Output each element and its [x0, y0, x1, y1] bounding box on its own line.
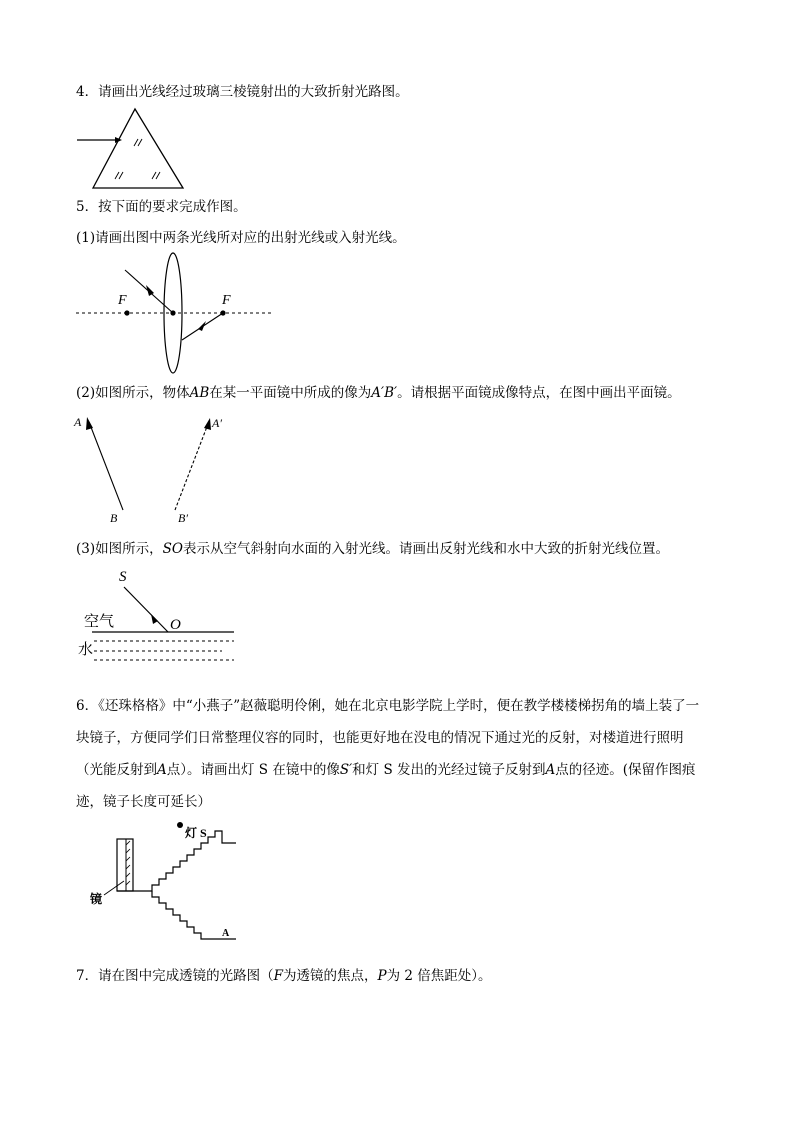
lamp-label: 灯 S — [185, 826, 207, 840]
q6-line2: 块镜子，方便同学们日常整理仪容的同时，也能更好地在没电的情况下通过光的反射，对楼道进行照明 — [76, 730, 684, 746]
glass-hatch-marks — [115, 139, 160, 179]
q6-line3-s: S′ — [339, 762, 353, 778]
staircase-figure — [84, 815, 244, 945]
label-water: 水 — [78, 642, 94, 658]
q7-f: F — [273, 968, 283, 984]
q7-pre: 7．请在图中完成透镜的光路图（ — [76, 968, 274, 984]
q6-line3-post: 点的径迹。(保留作图痕 — [555, 762, 696, 778]
q5-part3-post: 表示从空气斜射向水面的入射光线。请画出反射光线和水中大致的折射光线位置。 — [182, 541, 669, 557]
q5-part2-post: 。请根据平面镜成像特点，在图中画出平面镜。 — [397, 385, 681, 401]
image-ab — [175, 424, 208, 510]
q6-line3-a2: A — [545, 762, 556, 778]
mirror-label: 镜 — [90, 892, 103, 906]
q6-line1: 6．《还珠格格》中“小燕子”赵薇聪明伶俐，她在北京电影学院上学时，便在教学楼楼梯拐角的墙上装了一 — [76, 698, 700, 714]
object-arrow — [86, 417, 93, 430]
q5-part3 — [76, 540, 669, 558]
prism-figure — [74, 104, 190, 190]
incident-arrow — [151, 614, 158, 624]
label-s: S — [119, 569, 127, 585]
label-b-prime: B′ — [178, 511, 188, 525]
q7-text — [76, 967, 491, 985]
refraction-figure — [72, 565, 240, 667]
f-left-label: F — [118, 293, 127, 308]
q4-text: 4．请画出光线经过玻璃三棱镜射出的大致折射光路图。 — [76, 84, 409, 100]
prism-triangle — [93, 109, 183, 188]
q5-part2-mid: 在某一平面镜中所成的像为 — [209, 385, 372, 401]
q5-part2-pre: (2)如图所示，物体 — [76, 385, 190, 401]
q5-part2 — [76, 384, 681, 402]
q6-line3-pre: （光能反射到 — [76, 762, 157, 778]
q5-part1: (1)请画出图中两条光线所对应的出射光线或入射光线。 — [76, 230, 406, 246]
q6-line3-mid2: 和灯 S 发出的光经过镜子反射到 — [352, 762, 546, 778]
q5-part3-pre: (3)如图所示， — [76, 541, 163, 557]
label-b: B — [110, 511, 118, 525]
q7-p: P — [377, 968, 387, 984]
water-dashes — [94, 641, 234, 660]
q6-line3-mid: 点）。请画出灯 S 在镜中的像 — [166, 762, 340, 778]
q5-title: 5．按下面的要求完成作图。 — [76, 199, 247, 215]
q6-line3 — [76, 761, 696, 779]
q5-part2-ab: AB — [189, 385, 210, 401]
label-a-prime: A′ — [212, 416, 222, 430]
incident-ray-so — [124, 587, 168, 632]
point-a-label: A — [222, 928, 230, 939]
f-right-label: F — [222, 293, 231, 308]
upper-stairs — [117, 831, 236, 891]
image-arrow — [204, 418, 211, 430]
lamp-dot — [177, 822, 183, 828]
plane-mirror-figure — [72, 410, 238, 530]
q7-mid: 为透镜的焦点， — [282, 968, 378, 984]
q6-line3-a: A — [157, 762, 167, 778]
lens-figure — [74, 250, 280, 376]
q6-line4: 迹，镜子长度可延长） — [76, 794, 211, 810]
q7-post: 为 2 倍焦距处）。 — [386, 968, 492, 984]
label-a: A — [74, 415, 82, 429]
object-ab — [89, 422, 123, 510]
focus-left — [124, 310, 129, 315]
q5-part2-image: A′B′ — [371, 385, 398, 401]
wall-mirror — [117, 839, 133, 891]
arrow-head — [115, 137, 122, 143]
ray-arrow-2 — [198, 321, 206, 331]
label-o: O — [170, 617, 181, 633]
label-air: 空气 — [84, 614, 115, 630]
q5-part3-so: SO — [162, 541, 183, 557]
